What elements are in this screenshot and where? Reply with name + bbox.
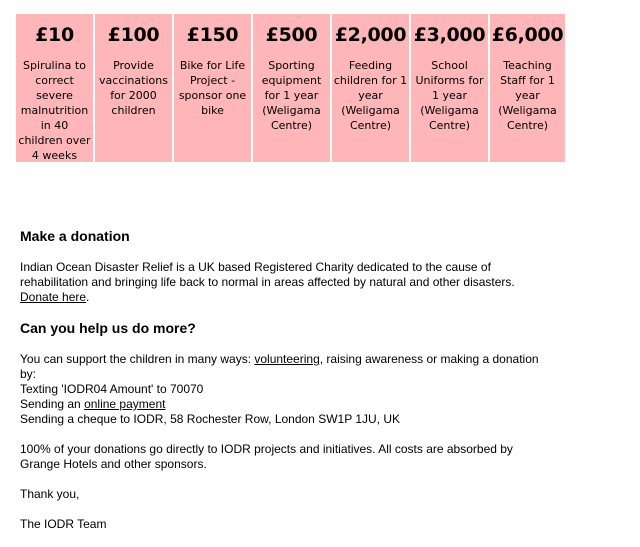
online-payment-link[interactable]: online payment [84,397,166,411]
tile-amount: £10 [35,24,74,46]
tile-description: Teaching Staff for 1 year (Weligama Centre) [498,59,557,132]
help-intro [20,352,540,382]
volunteering-link[interactable]: volunteering [254,352,320,366]
signature: The IODR Team [20,517,107,531]
tile-amount: £100 [107,24,160,46]
donation-heading: Make a donation [20,228,130,244]
main-content [20,227,540,532]
tile-amount: £3,000 [413,24,486,46]
tile-description: Spirulina to correct severe malnutrition in 40 children over 4 weeks [18,59,91,162]
tile-3000 [411,14,488,162]
donation-tiles [16,14,565,162]
help-heading: Can you help us do more? [20,320,196,336]
donation-paragraph [20,260,540,305]
cheque-line: Sending a cheque to IODR, 58 Rochester Row, London SW1P 1JU, UK [20,412,400,426]
tile-amount: £500 [265,24,318,46]
tile-500 [253,14,330,162]
tile-150 [174,14,251,162]
tile-description: Provide vaccinations for 2000 children [99,59,168,117]
texting-line: Texting 'IODR04 Amount' to 70070 [20,382,204,396]
donate-suffix: . [86,290,90,304]
tile-amount: £150 [186,24,239,46]
donate-here-link[interactable]: Donate here [20,290,87,304]
help-intro-after: , raising awareness or making a donation by: [20,352,539,381]
tile-6000 [490,14,565,162]
tile-description: Feeding children for 1 year (Weligama Centre) [333,59,408,132]
donation-text: Indian Ocean Disaster Relief is a UK based Registered Charity dedicated to the cause of rehabilitation and bringing life back to normal in areas affected by natural and other disasters. [20,260,515,289]
tile-amount: £2,000 [334,24,407,46]
tile-description: Sporting equipment for 1 year (Weligama Centre) [261,59,322,132]
sending-prefix: Sending an [20,397,85,411]
tile-2000 [332,14,409,162]
donations-note: 100% of your donations go directly to IODR projects and initiatives. All costs are absorbed by Grange Hotels and other sponsors. [20,442,513,471]
online-payment-line [20,397,540,412]
tile-100 [95,14,172,162]
tile-description: Bike for Life Project - sponsor one bike [178,59,247,117]
help-intro-before: You can support the children in many ways: [20,352,255,366]
tile-10 [16,14,93,162]
tile-description: School Uniforms for 1 year (Weligama Centre) [415,59,484,132]
tile-amount: £6,000 [491,24,564,46]
thanks-line: Thank you, [20,487,80,501]
